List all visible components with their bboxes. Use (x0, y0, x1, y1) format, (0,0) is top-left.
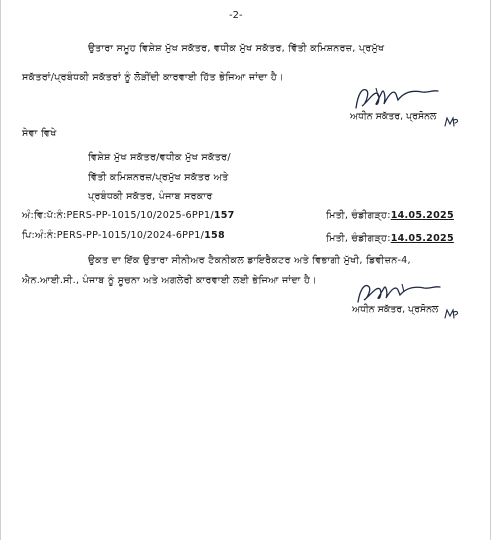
signature-1-title: ਅਧੀਨ ਸਕੱਤਰ, ਪ੍ਰਸੋਨਲ (350, 111, 437, 122)
page-number: -2- (229, 10, 243, 21)
copy-block-2-line-2: ਐਨ.ਆਈ.ਸੀ., ਪੰਜਾਬ ਨੂੰ ਸੂਚਨਾ ਅਤੇ ਅਗਲੇਰੀ ਕਾਰਵਾਈ ਲਈ ਭੇਜਿਆ ਜਾਂਦਾ ਹੈ। (22, 275, 317, 286)
addressee-line-1: ਵਿਸ਼ੇਸ਼ ਮੁੱਖ ਸਕੱਤਰ/ਵਧੀਕ ਮੁੱਖ ਸਕੱਤਰ/ (88, 152, 231, 163)
addressee-line-3: ਪ੍ਰਬੰਧਕੀ ਸਕੱਤਰ, ਪੰਜਾਬ ਸਰਕਾਰ (88, 191, 213, 202)
reference-1-date-block (326, 210, 454, 221)
reference-1-date: 14.05.2025 (390, 210, 454, 221)
reference-2-date-label: ਮਿਤੀ, ਚੰਡੀਗੜ੍ਹ: (326, 233, 391, 244)
reference-1-date-label: ਮਿਤੀ, ਚੰਡੀਗੜ੍ਹ: (326, 210, 391, 221)
page-border-left (0, 0, 1, 540)
copy-block-2-line-1: ਉਕਤ ਦਾ ਇੱਕ ਉਤਾਰਾ ਸੀਨੀਅਰ ਟੈਕਨੀਕਲ ਡਾਇਰੈਕਟਰ ਅਤੇ ਵਿਭਾਗੀ ਮੁੱਖੀ, ਡਿਵੀਜ਼ਨ-4, (88, 255, 411, 266)
addressee-line-2: ਵਿੱਤੀ ਕਮਿਸ਼ਨਰਜ਼/ਪ੍ਰਮੁੱਖ ਸਕੱਤਰ ਅਤੇ (88, 172, 229, 183)
salutation: ਸੇਵਾ ਵਿਖੇ (22, 128, 57, 139)
reference-2-number: 158 (204, 230, 225, 241)
copy-block-1-line-2: ਸਕੱਤਰਾਂ/ਪ੍ਰਬੰਧਕੀ ਸਕੱਤਰਾਂ ਨੂੰ ਲੋੜੀਂਦੀ ਕਾਰਵਾਈ ਹਿੱਤ ਭੇਜਿਆ ਜਾਂਦਾ ਹੈ। (22, 72, 284, 83)
copy-block-1-line-1: ਉਤਾਰਾ ਸਮੂਹ ਵਿਸ਼ੇਸ਼ ਮੁੱਖ ਸਕੱਤਰ, ਵਧੀਕ ਮੁੱਖ ਸਕੱਤਰ, ਵਿੱਤੀ ਕਮਿਸ਼ਨਰਜ਼, ਪ੍ਰਮੁੱਖ (88, 43, 385, 54)
reference-1 (22, 210, 235, 221)
reference-2-prefix: ਪਿ:ਅੰ:ਨੰ:PERS-PP-1015/10/2024-6PP1/ (22, 230, 205, 241)
reference-2-date-block (326, 233, 454, 244)
reference-2-date: 14.05.2025 (390, 233, 454, 244)
reference-1-prefix: ਅੰ:ਵਿ:ਪੱ:ਨੰ:PERS-PP-1015/10/2025-6PP1/ (22, 210, 214, 221)
reference-2 (22, 230, 225, 241)
reference-1-number: 157 (213, 210, 235, 221)
signature-2-initials (444, 308, 460, 320)
signature-1-initials (444, 116, 460, 128)
signature-2-title: ਅਧੀਨ ਸਕੱਤਰ, ਪ੍ਰਸੋਨਲ (352, 304, 439, 315)
